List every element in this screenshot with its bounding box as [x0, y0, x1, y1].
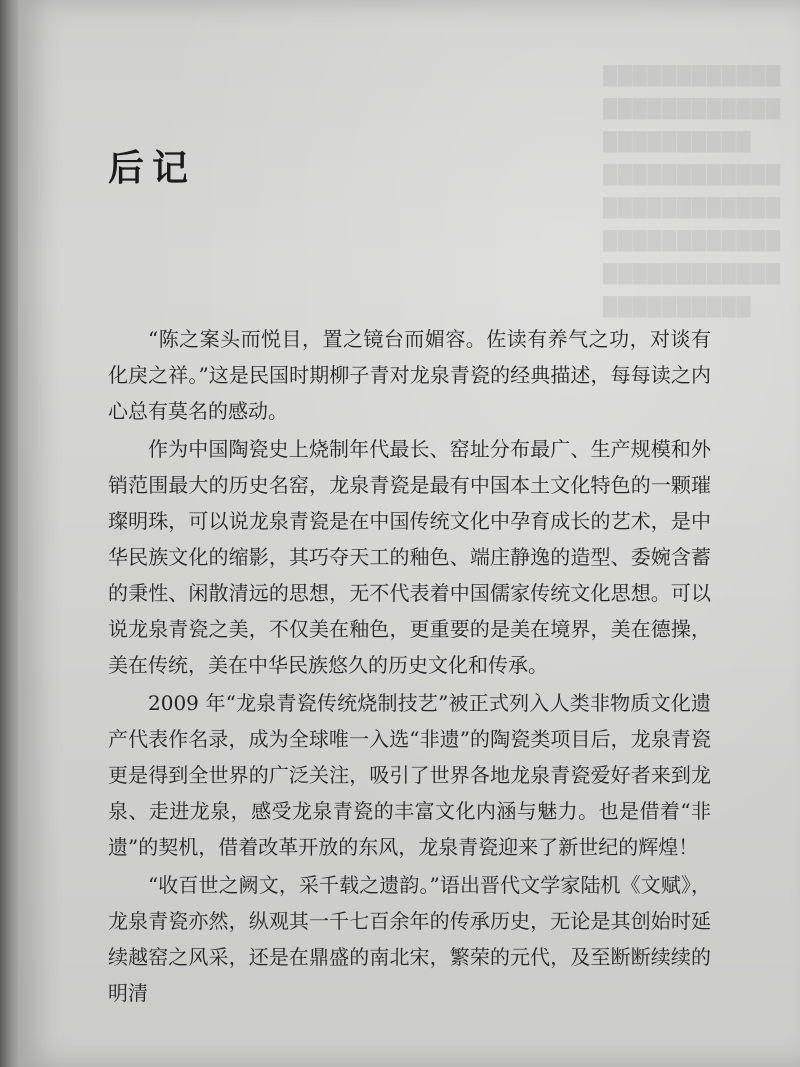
paragraph-1: “陈之案头而悦目，置之镜台而媚容。佐读有养气之功，对谈有化戾之祥。”这是民国时期柳子青对龙泉青瓷的经典描述，每每读之内心总有莫名的感动。 [108, 327, 711, 423]
paragraph-3: 2009 年“龙泉青瓷传统烧制技艺”被正式列入人类非物质文化遗产代表作名录，成为全球唯一入选“非遗”的陶瓷类项目后，龙泉青瓷更是得到全世界的广泛关注，吸引了世界各地龙泉青瓷爱好者来到龙泉、走进龙泉，感受龙泉青瓷的丰富文化内涵与魅力。也是借着“非遗”的契机，借着改革开放的东风，龙泉青瓷迎来了新世纪的辉煌！ [108, 691, 711, 859]
afterword-title: 后记 [108, 147, 197, 189]
paragraph-2: 作为中国陶瓷史上烧制年代最长、窑址分布最广、生产规模和外销范围最大的历史名窑，龙泉青瓷是最有中国本土文化特色的一颗璀璨明珠，可以说龙泉青瓷是在中国传统文化中孕育成长的艺术，是中华民族文化的缩影，其巧夺天工的釉色、端庄静逸的造型、委婉含蓄的秉性、闲散清远的思想，无不代表着中国儒家传统文化思想。可以说龙泉青瓷之美，不仅美在釉色，更重要的是美在境界，美在德操，美在传统，美在中华民族悠久的历史文化和传承。 [108, 437, 711, 677]
paragraph-4: “收百世之阙文，采千载之遗韵。”语出晋代文学家陆机《文赋》，龙泉青瓷亦然，纵观其一千七百余年的传承历史，无论是其创始时延续越窑之风采，还是在鼎盛的南北宋，繁荣的元代，及至断断续续的明清 [108, 873, 711, 1005]
bleed-through-text: ████████████ ████████████ ██████████ ████████████ ████████████ ████████████ ████████████ ██████████ [603, 66, 782, 318]
afterword-body [108, 321, 711, 1013]
